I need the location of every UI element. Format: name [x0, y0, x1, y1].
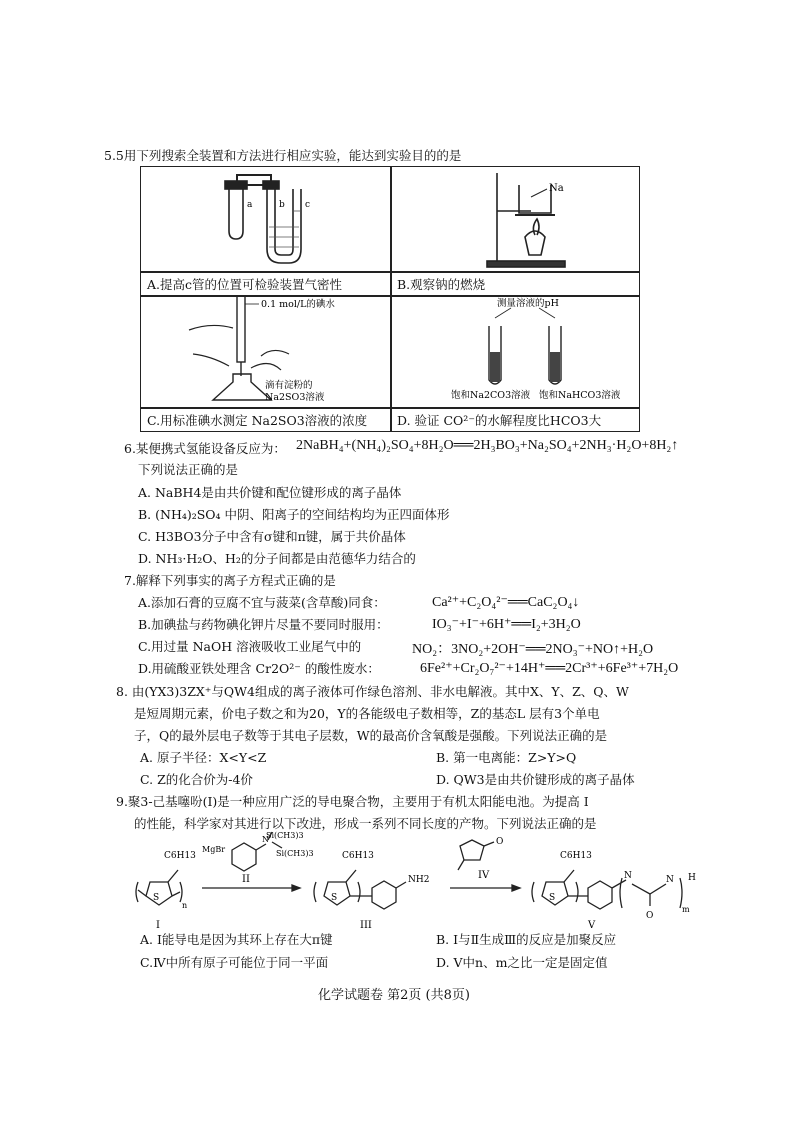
amide-n-label: N: [624, 871, 632, 881]
tube-b-label: b: [279, 200, 285, 210]
q9-option-c: C.Ⅳ中所有原子可能位于同一平面: [140, 955, 329, 970]
q9-line-2: 的性能，科学家对其进行以下改进，形成一系列不同长度的产物。下列说法正确的是: [134, 816, 597, 831]
q5-cell-a-caption: A.提高c管的位置可检验装置气密性: [147, 277, 343, 292]
sulfur-1-label: S: [153, 893, 160, 903]
q8-line-1: 8. 由(YX3)3ZX⁺与QW4组成的离子液体可作绿色溶剂、非水电解液。其中X、Y、Z、Q、W: [116, 684, 629, 699]
ph-test-tubes-figure: [391, 296, 640, 408]
hexyl-2-label: C6H13: [342, 851, 374, 861]
q7-option-c: C.用过量 NaOH 溶液吸收工业尾气中的: [138, 639, 362, 654]
tube-a-label: a: [247, 200, 253, 210]
sulfur-2-label: S: [331, 893, 338, 903]
tube-c-label: c: [305, 200, 311, 210]
amide-o-label: O: [646, 911, 654, 921]
q7-option-b: B.加碘盐与药物碘化钾片尽量不要同时服用：: [138, 617, 389, 632]
n-atom-label: N: [262, 835, 269, 844]
mgbr-label: MgBr: [202, 845, 226, 854]
sulfur-3-label: S: [549, 893, 556, 903]
q7-equation-b: IO₃⁻+I⁻+6H⁺══I₂+3H₂O: [432, 617, 581, 632]
q5-apparatus-table: [140, 166, 640, 432]
q5-cell-d-caption: D. 验证 CO²⁻的水解程度比HCO3大: [397, 413, 602, 428]
q8-option-b: B. 第一电离能：Z>Y>Q: [436, 750, 577, 765]
q8-option-a: A. 原子半径：X<Y<Z: [140, 750, 267, 765]
measure-ph-label: 测量溶液的pH: [497, 298, 559, 309]
reaction-scheme: [120, 830, 800, 930]
n-1-label: n: [182, 901, 188, 910]
compound-1-label: I: [156, 920, 160, 931]
iodine-solution-label: 0.1 mol/L的碘水: [261, 299, 335, 310]
q6-stem: 6.某便携式氢能设备反应为：: [124, 441, 286, 456]
q7-option-a: A.添加石膏的豆腐不宜与菠菜(含草酸)同食：: [138, 595, 386, 610]
carbonyl-o-label: O: [496, 837, 504, 847]
sodium-combustion-figure: [391, 167, 640, 271]
end-h-label: H: [688, 873, 696, 883]
na2so3-label: Na2SO3溶液: [265, 392, 325, 403]
sime-2-label: Si(CH3)3: [276, 849, 314, 858]
q8-option-d: D. QW3是由共价键形成的离子晶体: [436, 772, 635, 787]
q9-option-a: A. I能导电是因为其环上存在大π键: [140, 932, 333, 947]
table-divider-1: [141, 271, 639, 273]
q6-option-b: B. (NH₄)₂SO₄ 中阴、阳离子的空间结构均为正四面体形: [138, 507, 450, 522]
q7-equation-c: NO₂：3NO₂+2OH⁻══2NO₃⁻+NO↑+H₂O: [412, 642, 654, 657]
m-label: m: [682, 905, 690, 914]
q7-option-d: D.用硫酸亚铁处理含 Cr2O²⁻ 的酸性废水：: [138, 661, 380, 676]
q7-equation-d: 6Fe²⁺+Cr₂O₇²⁻+14H⁺══2Cr³⁺+6Fe³⁺+7H₂O: [420, 661, 679, 676]
page-footer: 化学试题卷 第2页 (共8页): [318, 988, 470, 1003]
q6-equation: 2NaBH₄+(NH₄)₂SO₄+8H₂O══2H₃BO₃+Na₂SO₄+2NH₃·H₂O+8H₂↑: [296, 438, 679, 453]
q5-cell-c-caption: C.用标准碘水测定 Na2SO3溶液的浓度: [147, 413, 368, 428]
compound-5-label: V: [588, 920, 596, 931]
end-n-label: N: [666, 875, 674, 885]
na2co3-label: 饱和Na2CO3溶液: [451, 390, 531, 401]
compound-2-label: II: [242, 874, 250, 885]
q5-cell-b-caption: B.观察钠的燃烧: [397, 277, 486, 292]
q7-stem: 7.解释下列事实的离子方程式正确的是: [124, 573, 336, 588]
titration-figure: [141, 296, 390, 408]
compound-4-label: IV: [478, 870, 490, 881]
q6-option-c: C. H3BO3分子中含有σ键和π键，属于共价晶体: [138, 529, 406, 544]
q8-line-2: 是短周期元素，价电子数之和为20，Y的各能级电子数相等，Z的基态L 层有3个单电: [134, 706, 600, 721]
compound-3-label: III: [360, 920, 372, 931]
hexyl-1-label: C6H13: [164, 851, 196, 861]
hexyl-3-label: C6H13: [560, 851, 592, 861]
q5-stem: 5.5用下列搜索全装置和方法进行相应实验，能达到实验目的的是: [104, 148, 462, 163]
q6-prompt: 下列说法正确的是: [138, 462, 239, 477]
q9-option-b: B. Ⅰ与Ⅱ生成Ⅲ的反应是加聚反应: [436, 932, 617, 947]
q7-equation-a: Ca²⁺+C₂O₄²⁻══CaC₂O₄↓: [432, 595, 580, 610]
na-label: Na: [549, 183, 564, 194]
sime-1-label: Si(CH3)3: [266, 831, 304, 840]
q6-option-a: A. NaBH4是由共价键和配位键形成的离子晶体: [138, 485, 402, 500]
nh2-label: NH2: [408, 875, 430, 885]
q9-option-d: D. V中n、m之比一定是固定值: [436, 955, 608, 970]
q6-option-d: D. NH₃·H₂O、H₂的分子间都是由范德华力结合的: [138, 551, 416, 566]
q9-line-1: 9.聚3-己基噻吩(Ⅰ)是一种应用广泛的导电聚合物，主要用于有机太阳能电池。为提高 I: [116, 794, 589, 809]
nahco3-label: 饱和NaHCO3溶液: [539, 390, 621, 401]
starch-label: 滴有淀粉的: [265, 380, 313, 391]
u-tube-apparatus-figure: [141, 167, 390, 271]
q8-option-c: C. Z的化合价为-4价: [140, 772, 253, 787]
q8-line-3: 子，Q的最外层电子数等于其电子层数，W的最高价含氧酸是强酸。下列说法正确的是: [134, 728, 608, 743]
